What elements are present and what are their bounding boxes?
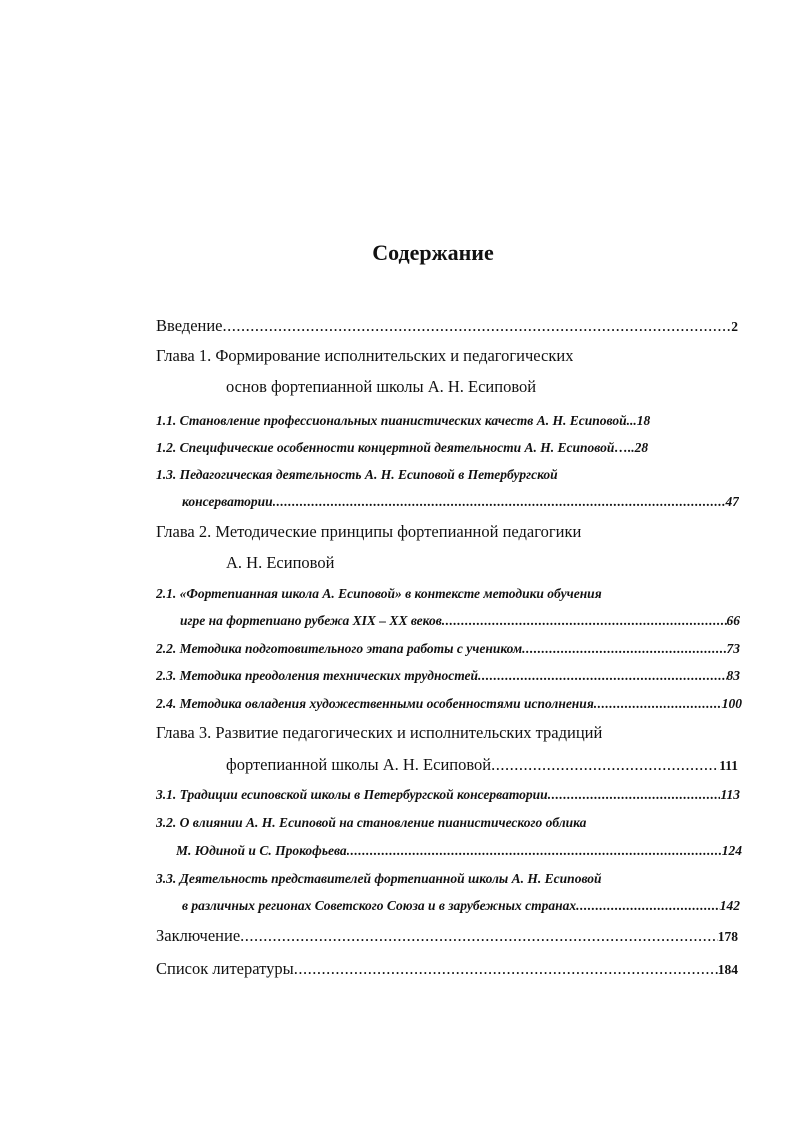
toc-entry-3-2-title: 3.2. О влиянии А. Н. Есиповой на становление пианистического облика: [156, 815, 587, 830]
toc-chapter-1-heading: Глава 1. Формирование исполнительских и педагогических: [156, 346, 574, 365]
toc-chapter-1-heading-cont: основ фортепианной школы А. Н. Есиповой: [226, 377, 537, 396]
toc-leader: [347, 843, 722, 859]
toc-label: 2.2. Методика подготовительного этапа работы с учеником: [156, 641, 523, 656]
toc-entry-bibliography: [156, 959, 738, 979]
toc-entry-intro: [156, 316, 738, 336]
toc-chapter-3-heading: Глава 3. Развитие педагогических и исполнительских традиций: [156, 723, 603, 742]
toc-entry-1-2: [156, 440, 741, 456]
toc-label: 2.4. Методика овладения художественными особенностями исполнения: [156, 696, 594, 711]
toc-chapter-3-entry: [226, 755, 738, 775]
toc-label: игре на фортепиано рубежа XIX – XX веков: [180, 613, 442, 628]
toc-label: 2.3. Методика преодоления технических трудностей: [156, 668, 479, 683]
toc-page-number: 18: [636, 413, 651, 428]
toc-page-number: 2: [731, 319, 738, 334]
toc-page-number: 100: [721, 696, 742, 711]
toc-leader: [522, 641, 726, 657]
toc-chapter-2-heading: Глава 2. Методические принципы фортепианной педагогики: [156, 522, 582, 541]
toc-leader: [594, 696, 722, 712]
toc-leader: [491, 755, 719, 775]
toc-label: 1.1. Становление профессиональных пианистических качеств А. Н. Есиповой...: [156, 413, 637, 428]
toc-page-number: 111: [719, 758, 738, 773]
toc-leader: [576, 898, 720, 914]
toc-leader: [548, 787, 721, 803]
toc-label: 1.2. Специфические особенности концертной деятельности А. Н. Есиповой…..: [156, 440, 635, 455]
toc-label: консерватории: [182, 494, 273, 509]
toc-entry-2-2: [156, 641, 740, 657]
toc-label: М. Юдиной и С. Прокофьева: [176, 843, 347, 858]
toc-leader: [294, 959, 718, 979]
toc-page-number: 142: [719, 898, 740, 913]
toc-label: фортепианной школы А. Н. Есиповой: [226, 755, 492, 774]
toc-page-number: 124: [721, 843, 742, 858]
toc-label: в различных регионах Советского Союза и в зарубежных странах: [182, 898, 577, 913]
toc-entry-3-1: [156, 787, 740, 803]
toc-page-number: 113: [720, 787, 740, 802]
toc-label: Список литературы: [156, 959, 294, 978]
toc-entry-2-1-title: 2.1. «Фортепианная школа А. Есиповой» в контексте методики обучения: [156, 586, 602, 601]
toc-entry-2-1: [180, 613, 740, 629]
toc-page-number: 66: [726, 613, 740, 628]
toc-leader: [223, 316, 732, 336]
toc-page-number: 184: [717, 962, 738, 977]
toc-entry-2-4: [156, 696, 742, 712]
toc-page-number: 178: [717, 929, 738, 944]
toc-entry-1-3: [182, 494, 739, 510]
toc-page-number: 47: [725, 494, 739, 509]
toc-entry-3-3-title: 3.3. Деятельность представителей фортепианной школы А. Н. Есиповой: [156, 871, 602, 886]
toc-page-number: 83: [726, 668, 740, 683]
toc-leader: [442, 613, 727, 629]
toc-page-number: 28: [634, 440, 649, 455]
toc-label: Заключение: [156, 926, 241, 945]
toc-entry-conclusion: [156, 926, 738, 946]
toc-chapter-2-heading-cont: А. Н. Есиповой: [226, 553, 335, 572]
toc-leader: [478, 668, 726, 684]
toc-page-number: 73: [726, 641, 740, 656]
toc-entry-1-3-title: 1.3. Педагогическая деятельность А. Н. Есиповой в Петербургской: [156, 467, 558, 482]
toc-entry-1-1: [156, 413, 741, 429]
toc-entry-2-3: [156, 668, 740, 684]
toc-entry-3-2: [176, 843, 742, 859]
toc-label: Введение: [156, 316, 223, 335]
toc-label: 3.1. Традиции есиповской школы в Петербургской консерватории: [156, 787, 548, 802]
toc-leader: [273, 494, 726, 510]
page-title: Содержание: [372, 240, 494, 265]
toc-leader: [240, 926, 718, 946]
toc-entry-3-3: [182, 898, 740, 914]
